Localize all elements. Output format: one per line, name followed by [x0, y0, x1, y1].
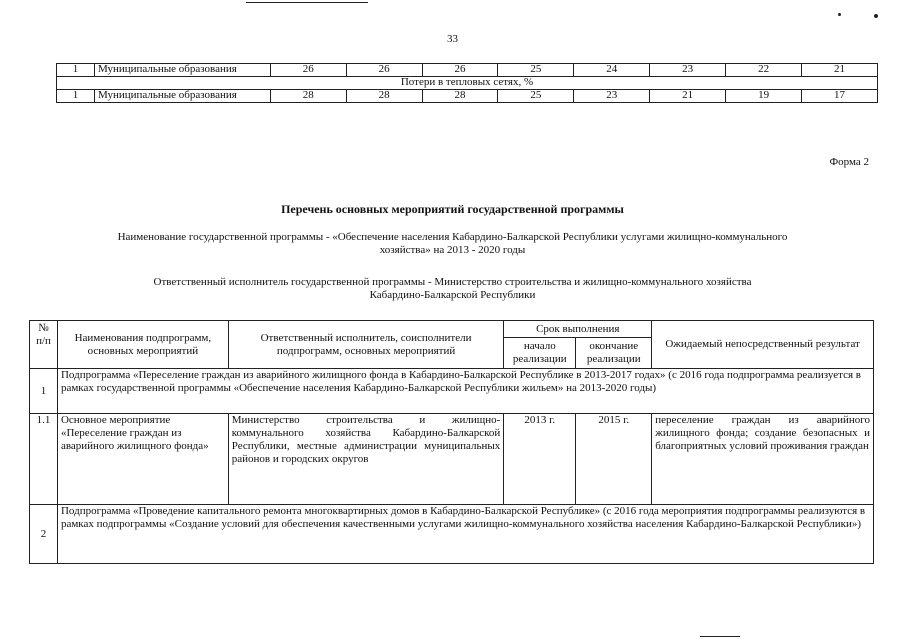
- table-cell: 23: [650, 64, 726, 77]
- table-cell: 19: [726, 90, 802, 103]
- table-cell: 22: [726, 64, 802, 77]
- scan-artifact-line: [700, 636, 740, 637]
- responsible-executor: [40, 276, 865, 302]
- table-cell: 26: [346, 64, 422, 77]
- table-row: [30, 414, 874, 505]
- activity-result: переселение граждан из аварийного жилищного фонда; создание безопасных и благоприятных условий проживания граждан: [652, 414, 874, 505]
- program-name-line: Наименование государственной программы - «Обеспечение населения Кабардино-Балкарской Республики услугами жилищно-коммунального: [117, 231, 788, 243]
- activity-name: Основное мероприятие «Переселение граждан из аварийного жилищного фонда»: [57, 414, 228, 505]
- row-number: 1: [30, 369, 58, 414]
- subprogram-text: Подпрограмма «Переселение граждан из аварийного жилищного фонда в Кабардино-Балкарской Республике в 2013-2017 годах» (с 2016 года подпрограмма реализуется в рамках государственной программы «Обеспечение населения Кабардино-Балкарской Республики жильем» на 2013-2020 годы): [57, 369, 873, 414]
- table-section-row: [57, 77, 878, 90]
- table-row: [57, 90, 878, 103]
- executor-line: Ответственный исполнитель государственной программы - Министерство строительства и жилищно-коммунального хозяйства: [153, 276, 752, 288]
- table-row: [30, 369, 874, 414]
- table-cell: 17: [802, 90, 878, 103]
- executor-line: Кабардино-Балкарской Республики: [369, 289, 536, 301]
- table-cell: 21: [802, 64, 878, 77]
- document-heading: Перечень основных мероприятий государственной программы: [281, 202, 624, 216]
- table-cell: 25: [498, 90, 574, 103]
- row-name: Муниципальные образования: [94, 64, 270, 77]
- header-name: Наименования подпрограмм, основных мероприятий: [57, 321, 228, 369]
- activity-start: 2013 г.: [504, 414, 576, 505]
- row-number: 1: [57, 64, 95, 77]
- activity-executor: Министерство строительства и жилищно-коммунального хозяйства Кабардино-Балкарской Республики, местные администрации муниципальных районов и городских округов: [228, 414, 504, 505]
- header-executor: Ответственный исполнитель, соисполнители подпрограмм, основных мероприятий: [228, 321, 504, 369]
- section-title: Потери в тепловых сетях, %: [57, 77, 878, 90]
- table-cell: 26: [270, 64, 346, 77]
- table-header-row: [30, 321, 874, 338]
- table-cell: 25: [498, 64, 574, 77]
- table-cell: 28: [270, 90, 346, 103]
- program-name: [40, 231, 865, 257]
- row-number: 1: [57, 90, 95, 103]
- scan-artifact-line: [246, 2, 368, 3]
- row-number: 2: [30, 505, 58, 564]
- subprogram-text: Подпрограмма «Проведение капитального ремонта многоквартирных домов в Кабардино-Балкарской Республике» (с 2016 года мероприятия подпрограммы реализуются в рамках подпрограммы «Создание условий для обеспечения качественными услугами жилищно-коммунального хозяйства населения Кабардино-Балкарской Республики»): [57, 505, 873, 564]
- activity-end: 2015 г.: [576, 414, 652, 505]
- table-cell: 23: [574, 90, 650, 103]
- program-name-line: хозяйства» на 2013 - 2020 годы: [379, 244, 526, 256]
- row-name: Муниципальные образования: [94, 90, 270, 103]
- table-row: [30, 505, 874, 564]
- table-cell: 21: [650, 90, 726, 103]
- table-cell: 24: [574, 64, 650, 77]
- page-number: 33: [447, 33, 458, 45]
- table-cell: 26: [422, 64, 498, 77]
- scan-artifact-dot: [838, 13, 841, 16]
- activities-table: [29, 320, 874, 564]
- header-period: Срок выполнения: [504, 321, 652, 338]
- header-start: начало реализации: [504, 338, 576, 369]
- indicator-table: [56, 63, 878, 103]
- row-number: 1.1: [30, 414, 58, 505]
- header-end: окончание реализации: [576, 338, 652, 369]
- table-row: [57, 64, 878, 77]
- header-num: № п/п: [30, 321, 58, 369]
- form-label: Форма 2: [829, 156, 869, 168]
- table-cell: 28: [346, 90, 422, 103]
- header-result: Ожидаемый непосредственный результат: [652, 321, 874, 369]
- scan-artifact-dot: [874, 14, 878, 18]
- table-cell: 28: [422, 90, 498, 103]
